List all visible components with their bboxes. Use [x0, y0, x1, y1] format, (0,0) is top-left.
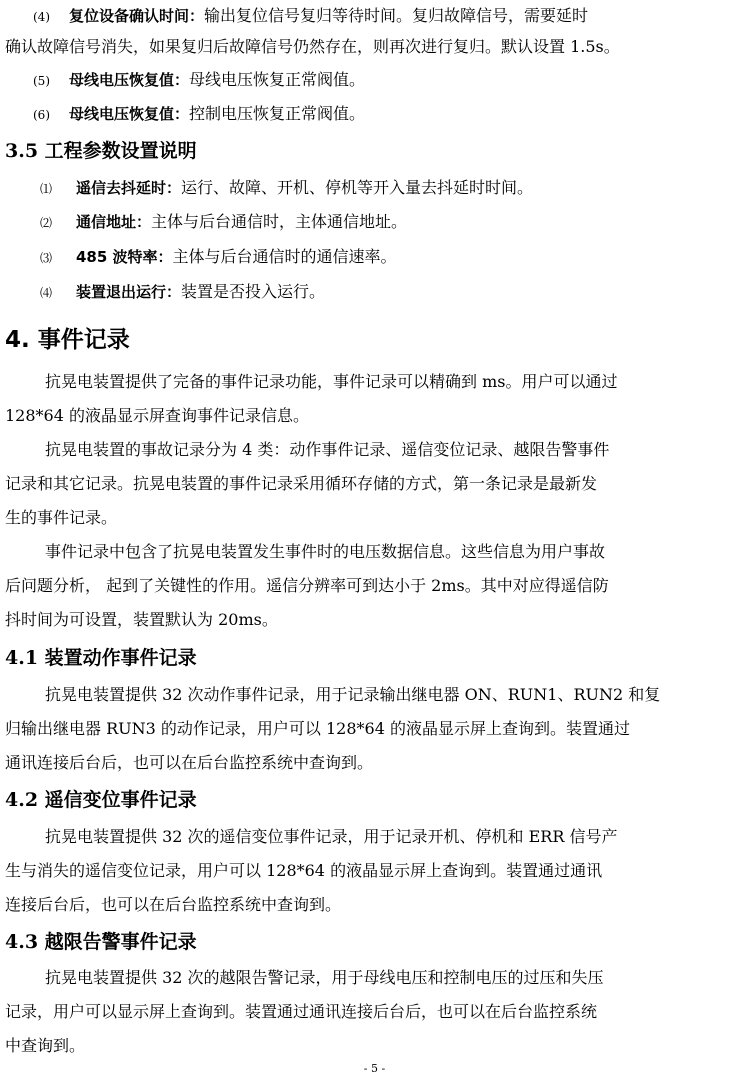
item-label: 485 波特率： [76, 248, 173, 266]
item-label: 母线电压恢复值： [69, 105, 190, 123]
paragraph-line: 记录和其它记录。抗晃电装置的事件记录采用循环存储的方式，第一条记录是最新发 [5, 474, 598, 493]
paragraph-line: 记录，用户可以显示屏上查询到。装置通过通讯连接后台后，也可以在后台监控系统 [5, 1002, 598, 1021]
list-item [40, 177, 533, 200]
paragraph-line: 抗晃电装置提供 32 次动作事件记录，用于记录输出继电器 ON、RUN1、RUN2 和复 [45, 685, 661, 704]
item-text: 运行、故障、开机、停机等开入量去抖延时时间。 [181, 178, 534, 197]
section-heading-4-3: 4.3 越限告警事件记录 [5, 931, 197, 953]
item-number: (4) [33, 10, 50, 24]
item-label: 装置退出运行： [76, 283, 182, 301]
item-number: ⑵ [40, 216, 53, 230]
list-item [33, 69, 365, 92]
paragraph-line: 归输出继电器 RUN3 的动作记录，用户可以 128*64 的液晶显示屏上查询到。装置通过 [5, 719, 630, 738]
item-text: 主体与后台通信时，主体通信地址。 [151, 212, 408, 231]
chapter-heading-4: 4. 事件记录 [5, 327, 130, 353]
item-label: 通信地址： [76, 213, 152, 231]
item-text: 装置是否投入运行。 [181, 282, 326, 301]
page-number: - 5 - [363, 1062, 386, 1075]
item-text: 输出复位信号复归等待时间。复归故障信号，需要延时 [204, 6, 589, 25]
item-text: 主体与后台通信时的通信速率。 [172, 247, 397, 266]
paragraph-line: 通讯连接后台后，也可以在后台监控系统中查询到。 [5, 753, 374, 772]
section-heading-4-1: 4.1 装置动作事件记录 [5, 647, 197, 669]
item-label: 母线电压恢复值： [69, 71, 190, 89]
paragraph-line: 抗晃电装置的事故记录分为 4 类：动作事件记录、遥信变位记录、越限告警事件 [45, 440, 610, 459]
paragraph-line: 抗晃电装置提供了完备的事件记录功能，事件记录可以精确到 ms。用户可以通过 [45, 372, 618, 391]
item-number: ⑴ [40, 182, 53, 196]
item-continuation: 确认故障信号消失，如果复归后故障信号仍然存在，则再次进行复归。默认设置 1.5s。 [5, 37, 620, 56]
list-item [40, 246, 397, 269]
item-label: 遥信去抖延时： [76, 179, 182, 197]
paragraph-line: 连接后台后，也可以在后台监控系统中查询到。 [5, 895, 342, 914]
paragraph-line: 生的事件记录。 [5, 508, 118, 527]
item-number: (6) [33, 108, 50, 122]
paragraph-line: 中查询到。 [5, 1036, 86, 1055]
paragraph-line: 后问题分析， 起到了关键性的作用。遥信分辨率可到达小于 2ms。其中对应得遥信防 [5, 576, 609, 595]
paragraph-line: 128*64 的液晶显示屏查询事件记录信息。 [5, 406, 309, 425]
paragraph-line: 事件记录中包含了抗晃电装置发生事件时的电压数据信息。这些信息为用户事故 [45, 542, 606, 561]
item-text: 母线电压恢复正常阀值。 [189, 70, 366, 89]
paragraph-line: 抖时间为可设置，装置默认为 20ms。 [5, 610, 278, 629]
list-item [33, 5, 588, 28]
section-heading-4-2: 4.2 遥信变位事件记录 [5, 789, 197, 811]
item-text: 控制电压恢复正常阀值。 [189, 104, 366, 123]
item-label: 复位设备确认时间： [69, 7, 205, 25]
item-number: (5) [33, 74, 50, 88]
paragraph-line: 抗晃电装置提供 32 次的越限告警记录，用于母线电压和控制电压的过压和失压 [45, 968, 604, 987]
paragraph-line: 生与消失的遥信变位记录，用户可以 128*64 的液晶显示屏上查询到。装置通过通讯 [5, 861, 603, 880]
item-number: ⑶ [40, 251, 53, 265]
list-item [40, 281, 325, 304]
section-heading-3-5: 3.5 工程参数设置说明 [5, 140, 197, 162]
list-item [40, 211, 407, 234]
item-number: ⑷ [40, 286, 53, 300]
list-item [33, 103, 365, 126]
paragraph-line: 抗晃电装置提供 32 次的遥信变位事件记录，用于记录开机、停机和 ERR 信号产 [45, 827, 618, 846]
